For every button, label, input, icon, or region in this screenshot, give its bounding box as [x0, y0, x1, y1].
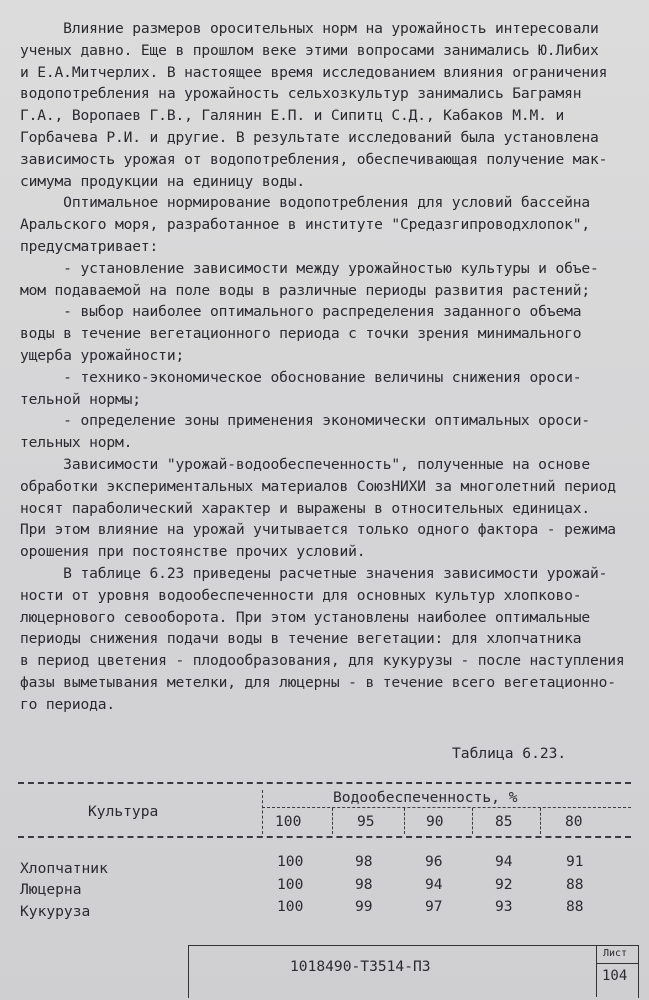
text-line: фазы выметывания метелки, для люцерны - в течение всего вегетационно- [20, 673, 616, 691]
text-line: воды в течение вегетационного периода с точки зрения минимального [20, 325, 582, 343]
level-divider [332, 808, 333, 834]
text-line: - установление зависимости между урожайностью культуры и объе- [20, 259, 599, 277]
text-line: периоды снижения подачи воды в течение вегетации: для хлопчатника [20, 630, 582, 648]
supply-header: Водообеспеченность, % [333, 789, 518, 806]
table-row-label: Кукуруза [20, 903, 91, 920]
table-cell: 94 [495, 853, 513, 870]
table-cell: 97 [425, 898, 443, 915]
level-header: 80 [565, 813, 583, 830]
text-line: Г.А., Воропаев Г.В., Галянин Е.П. и Сипитц С.Д., Кабаков М.М. и [20, 107, 565, 125]
level-divider [404, 808, 405, 834]
text-line: Аральского моря, разработанное в институте "Средазгипроводхлопок", [20, 216, 590, 234]
table-cell: 88 [566, 898, 584, 915]
text-line: Горбачева Р.И. и другие. В результате исследований была установлена [20, 128, 599, 146]
level-header: 100 [275, 813, 302, 830]
table-cell: 98 [355, 853, 373, 870]
text-line: и Е.А.Митчерлих. В настоящее время исследованием влияния ограничения [20, 63, 608, 81]
level-header: 95 [357, 813, 375, 830]
text-line: люцернового севооборота. При этом установлены наиболее оптимальные [20, 608, 590, 626]
table-cell: 99 [355, 898, 373, 915]
level-divider [472, 808, 473, 834]
text-line: При этом влияние на урожай учитывается только одного фактора - режима [20, 521, 616, 539]
text-line: го периода. [20, 695, 115, 713]
table-cell: 94 [425, 876, 443, 893]
text-line: в период цветения - плодообразования, для кукурузы - после наступления [20, 652, 625, 670]
table-header-rule [18, 836, 631, 838]
table-cell: 93 [495, 898, 513, 915]
table-row-label: Люцерна [20, 881, 82, 898]
text-line: ности от уровня водообеспеченности для основных культур хлопково- [20, 586, 582, 604]
level-header: 90 [426, 813, 444, 830]
text-line: ущерба урожайности; [20, 346, 185, 364]
table-cell: 100 [277, 853, 304, 870]
table-cell: 98 [355, 876, 373, 893]
text-line: зависимость урожая от водопотребления, обеспечивающая получение мак- [20, 150, 608, 168]
text-line: Влияние размеров оросительных норм на урожайность интересовали [20, 20, 599, 37]
level-header: 85 [495, 813, 513, 830]
text-line: - определение зоны применения экономически оптимальных ороси- [20, 412, 590, 430]
text-line: симума продукции на единицу воды. [20, 172, 305, 190]
sheet-label: Лист [603, 948, 628, 959]
level-divider [540, 808, 541, 834]
text-line: ученых давно. Еще в прошлом веке этими вопросами занимались Ю.Либих [20, 41, 599, 59]
table-col-divider [262, 790, 263, 834]
text-line: В таблице 6.23 приведены расчетные значения зависимости урожай- [20, 564, 608, 582]
table-cell: 91 [566, 853, 584, 870]
text-line: обработки экспериментальных материалов СоюзНИХИ за многолетний период [20, 477, 616, 495]
table-cell: 100 [277, 898, 304, 915]
text-line: мом подаваемой на поле воды в различные периоды развития растений; [20, 281, 590, 299]
table-cell: 100 [277, 876, 304, 893]
text-line: Оптимальное нормирование водопотребления для условий бассейна [20, 194, 590, 212]
table-cell: 96 [425, 853, 443, 870]
text-line: Зависимости "урожай-водообеспеченность", полученные на основе [20, 455, 590, 473]
table-row-label: Хлопчатник [20, 860, 108, 877]
text-line: предусматривает: [20, 237, 159, 255]
text-line: - выбор наиболее оптимального распределения заданного объема [20, 303, 582, 321]
body-text [20, 18, 639, 716]
text-line: орошения при постоянстве прочих условий. [20, 543, 366, 561]
text-line: - технико-экономическое обоснование величины снижения ороси- [20, 368, 582, 386]
document-code: 1018490-Т3514-ПЗ [290, 958, 431, 975]
table-cell: 92 [495, 876, 513, 893]
text-line: тельных норм. [20, 434, 133, 452]
supply-subheader-rule [262, 807, 631, 808]
text-line: водопотребления на урожайность сельхозкультур занимались Баграмян [20, 85, 582, 103]
text-line: носят параболический характер и выражены в относительных единицах. [20, 499, 590, 517]
table-caption: Таблица 6.23. [452, 745, 567, 762]
sheet-number: 104 [602, 968, 628, 984]
text-line: тельной нормы; [20, 390, 141, 408]
table-cell: 88 [566, 876, 584, 893]
culture-header: Культура [88, 803, 159, 820]
sheet-box-divider [596, 963, 639, 964]
table-top-rule [18, 782, 631, 784]
